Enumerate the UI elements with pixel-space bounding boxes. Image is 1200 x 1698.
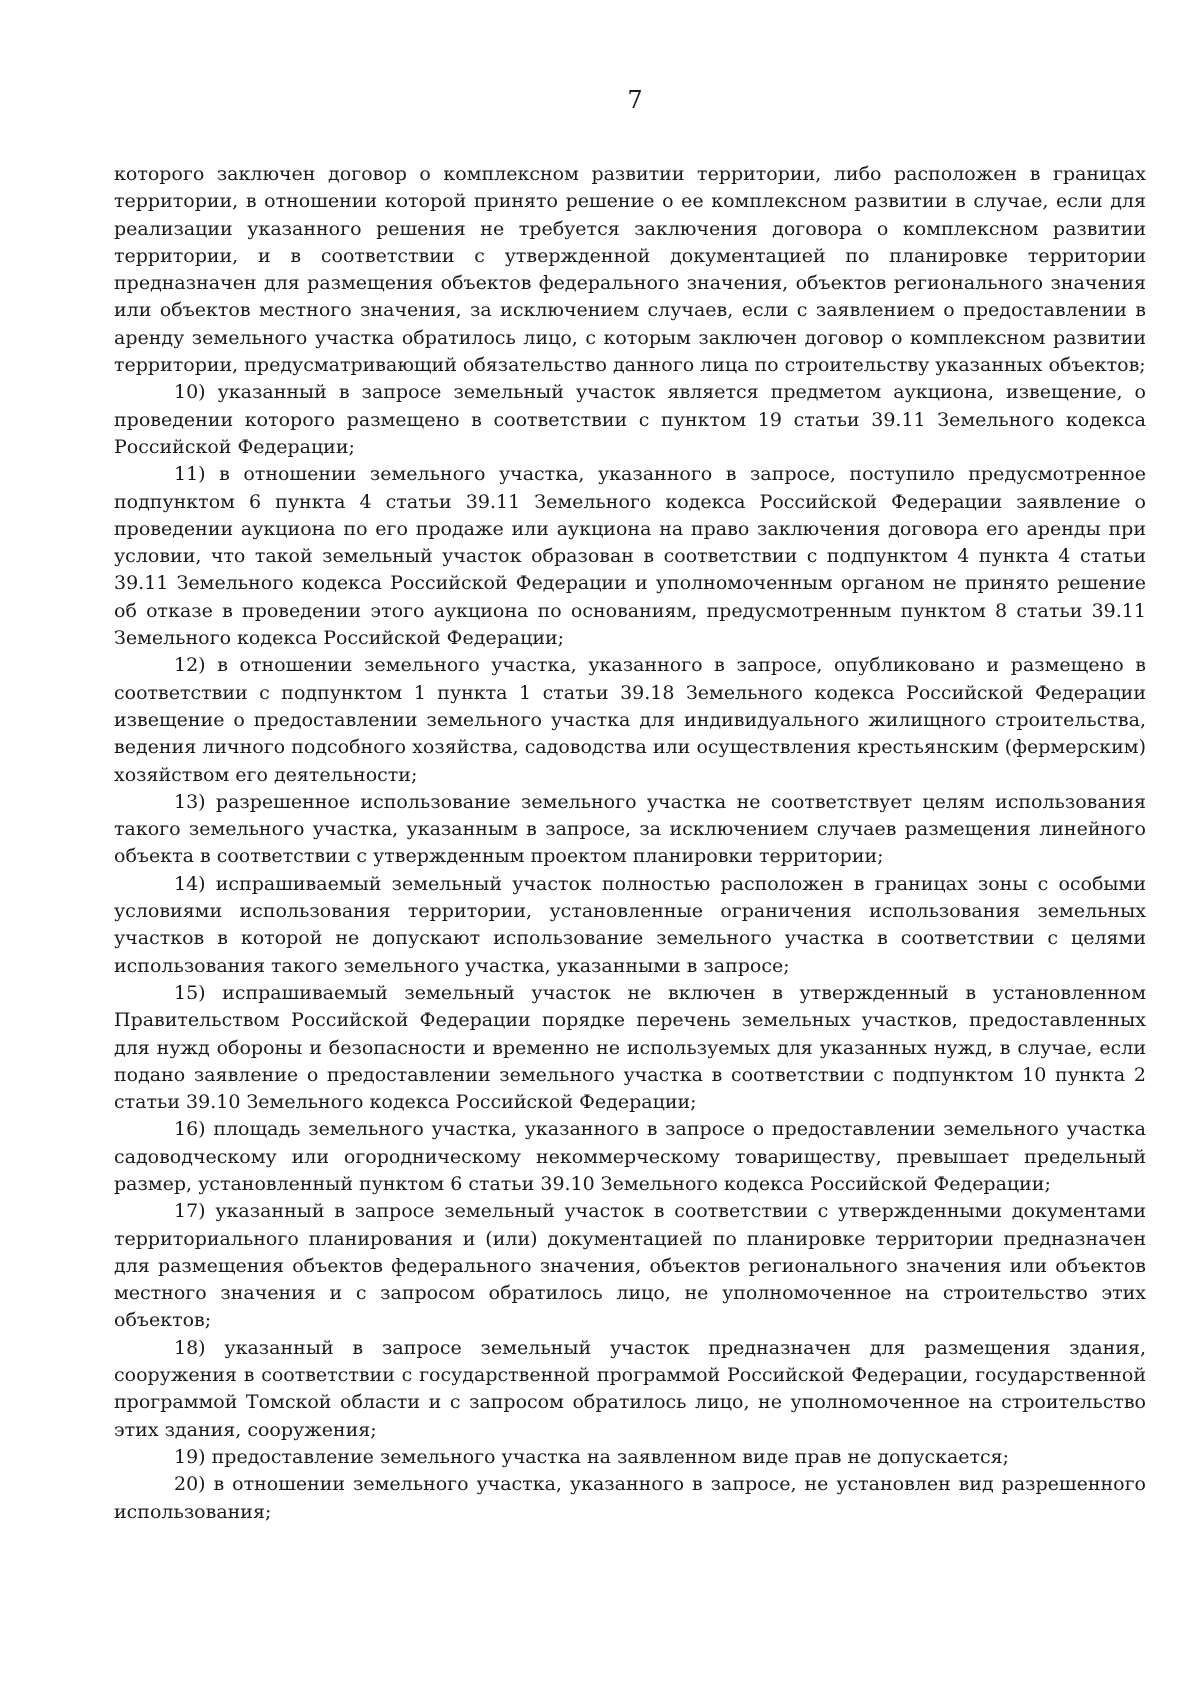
paragraph-item-17: 17) указанный в запросе земельный участок в соответствии с утвержденными документами территориального планирования и (или) документацией по планировке территории предназначен для размещения объектов федерального значения, объектов регионального значения или объектов местного значения и с запросом обратилось лицо, не уполномоченное на строительство этих объектов; — [114, 1200, 1146, 1332]
paragraph-item-9-continuation: которого заключен договор о комплексном развитии территории, либо расположен в границах территории, в отношении которой принято решение о ее комплексном развитии в случае, если для реализации указанного решения не требуется заключения договора о комплексном развитии территории, и в соответствии с утвержденной документацией по планировке территории предназначен для размещения объектов федерального значения, объектов регионального значения или объектов местного значения, за исключением случаев, если с заявлением о предоставлении в аренду земельного участка обратилось лицо, с которым заключен договор о комплексном развитии территории, предусматривающий обязательство данного лица по строительству указанных объектов; — [114, 163, 1146, 377]
paragraph-item-16: 16) площадь земельного участка, указанного в запросе о предоставлении земельного участка садоводческому или огородническому некоммерческому товариществу, превышает предельный размер, установленный пунктом 6 статьи 39.10 Земельного кодекса Российской Федерации; — [114, 1118, 1146, 1195]
paragraph-item-10: 10) указанный в запросе земельный участок является предметом аукциона, извещение, о проведении которого размещено в соответствии с пунктом 19 статьи 39.11 Земельного кодекса Российской Федерации; — [114, 381, 1146, 458]
document-body — [114, 161, 1146, 1526]
paragraph-item-13: 13) разрешенное использование земельного участка не соответствует целям использования такого земельного участка, указанным в запросе, за исключением случаев размещения линейного объекта в соответствии с утвержденным проектом планировки территории; — [114, 790, 1146, 868]
page-number: 7 — [627, 86, 643, 114]
paragraph-item-19: 19) предоставление земельного участка на заявленном виде прав не допускается; — [174, 1445, 1010, 1468]
paragraph-item-12: 12) в отношении земельного участка, указанного в запросе, опубликовано и размещено в соответствии с подпунктом 1 пункта 1 статьи 39.18 Земельного кодекса Российской Федерации извещение о предоставлении земельного участка для индивидуального жилищного строительства, ведения личного подсобного хозяйства, садоводства или осуществления крестьянским (фермерским) хозяйством его деятельности; — [114, 654, 1146, 786]
paragraph-item-18: 18) указанный в запросе земельный участок предназначен для размещения здания, сооружения в соответствии с государственной программой Российской Федерации, государственной программой Томской области и с запросом обратилось лицо, не уполномоченное на строительство этих здания, сооружения; — [114, 1336, 1146, 1441]
paragraph-item-15: 15) испрашиваемый земельный участок не включен в утвержденный в установленном Правительством Российской Федерации порядке перечень земельных участков, предоставленных для нужд обороны и безопасности и временно не используемых для указанных нужд, в случае, если подано заявление о предоставлении земельного участка в соответствии с подпунктом 10 пункта 2 статьи 39.10 Земельного кодекса Российской Федерации; — [114, 981, 1146, 1114]
paragraph-item-14: 14) испрашиваемый земельный участок полностью расположен в границах зоны с особыми условиями использования территории, установленные ограничения использования земельных участков в которой не допускают использование земельного участка в соответствии с целями использования такого земельного участка, указанными в запросе; — [114, 872, 1146, 977]
paragraph-item-20: 20) в отношении земельного участка, указанного в запросе, не установлен вид разрешенного использования; — [114, 1473, 1146, 1523]
paragraph-item-11: 11) в отношении земельного участка, указанного в запросе, поступило предусмотренное подпунктом 6 пункта 4 статьи 39.11 Земельного кодекса Российской Федерации заявление о проведении аукциона по его продаже или аукциона на право заключения договора его аренды при условии, что такой земельный участок образован в соответствии с подпунктом 4 пункта 4 статьи 39.11 Земельного кодекса Российской Федерации и уполномоченным органом не принято решение об отказе в проведении этого аукциона по основаниям, предусмотренным пунктом 8 статьи 39.11 Земельного кодекса Российской Федерации; — [114, 463, 1146, 650]
